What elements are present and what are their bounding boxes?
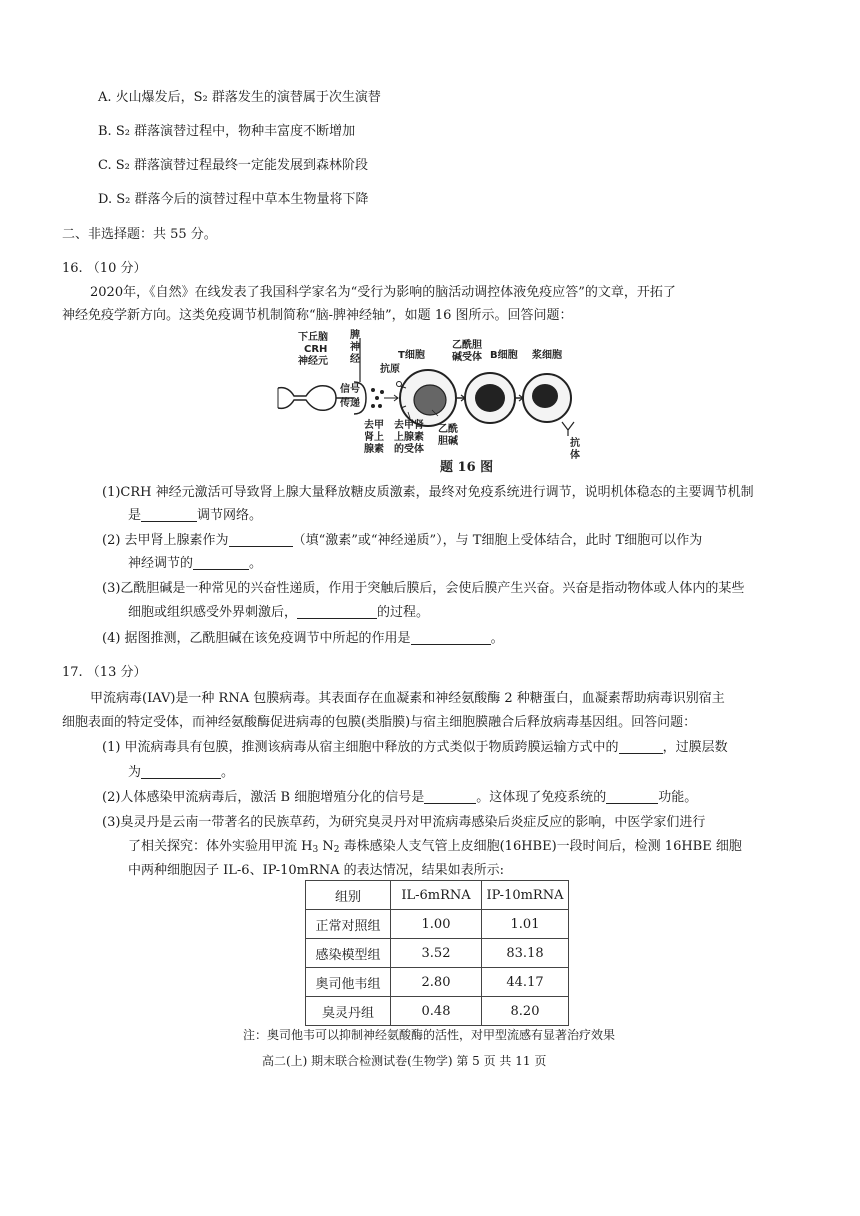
q17-s2: (2)人体感染甲流病毒后，激活 B 细胞增殖分化的信号是 。这体现了免疫系统的 功能。 [102, 790, 698, 805]
figure-label-antibody-1: 抗 [570, 438, 580, 449]
table-cell: 臭灵丹组 [306, 997, 391, 1026]
q17-s1-a: (1) 甲流病毒具有包膜，推测该病毒从宿主细胞中释放的方式类似于物质跨膜运输方式中的 ，过膜层数 [102, 740, 728, 755]
q16-intro-1: 2020年，《自然》在线发表了我国科学家名为“受行为影响的脑活动调控体液免疫应答”的文章，开拓了 [90, 285, 676, 300]
q17-s3-b: 了相关探究：体外实验用甲流 $H_3$ $N_2$ 毒株感染人支气管上皮细胞(16HBE)一段时间后，检测 16HBE 细胞 [128, 839, 742, 855]
answer-blank[interactable] [411, 630, 491, 645]
q17-intro-1: 甲流病毒(IAV)是一种 RNA 包膜病毒。其表面存在血凝素和神经氨酸酶 2 种糖蛋白，血凝素帮助病毒识别宿主 [90, 691, 725, 706]
table-cell: 感染模型组 [306, 939, 391, 968]
table-cell: 1.01 [482, 910, 569, 939]
q16-s4: (4) 据图推测，乙酰胆碱在该免疫调节中所起的作用是 。 [102, 631, 504, 646]
figure-label-ne-3: 腺素 [364, 444, 384, 455]
table-cell: 0.48 [391, 997, 482, 1026]
figure-label-signal-2: 传递 [340, 398, 360, 409]
option-b: B. S₂ 群落演替过程中，物种丰富度不断增加 [98, 124, 356, 139]
option-d: D. S₂ 群落今后的演替过程中草本生物量将下降 [98, 192, 369, 207]
q16-s1-a: (1)CRH 神经元激活可导致肾上腺大量释放糖皮质激素，最终对免疫系统进行调节，说明机体稳态的主要调节机制 [102, 485, 754, 500]
q16-s3-a: (3)乙酰胆碱是一种常见的兴奋性递质，作用于突触后膜后，会使后膜产生兴奋。兴奋是指动物体或人体内的某些 [102, 581, 745, 596]
q16-s2-b: 神经调节的 。 [128, 556, 263, 571]
table-cell: 奥司他韦组 [306, 968, 391, 997]
figure-label-plasma-cell: 浆细胞 [532, 350, 562, 361]
figure-label-signal-1: 信号 [340, 384, 360, 395]
figure-label-ach-2: 胆碱 [438, 436, 458, 447]
figure-label-ach-receptor-1: 乙酰胆 [452, 340, 482, 351]
figure-label-ne-receptor-3: 的受体 [394, 444, 424, 455]
table-row [306, 910, 569, 939]
table-header-cell: 组别 [306, 881, 391, 910]
q17-s3-c: 中两种细胞因子 IL-6、IP-10mRNA 的表达情况，结果如表所示: [128, 863, 505, 878]
figure-label-antibody-2: 体 [570, 450, 580, 461]
figure-label-hypothalamus-1: 下丘脑 [298, 332, 328, 343]
answer-blank[interactable] [297, 604, 377, 619]
table-row [306, 939, 569, 968]
table-cell: 2.80 [391, 968, 482, 997]
q16-intro-2: 神经免疫学新方向。这类免疫调节机制简称“脑-脾神经轴”，如题 16 图所示。回答问题： [62, 308, 573, 323]
table-cell: 83.18 [482, 939, 569, 968]
figure-label-b-cell: B细胞 [490, 350, 518, 361]
figure-label-antigen: 抗原 [380, 364, 400, 375]
table-row [306, 968, 569, 997]
figure-label-hypothalamus-3: 神经元 [298, 356, 328, 367]
figure-label-spleen-nerve-1: 脾 [350, 330, 360, 341]
answer-blank[interactable] [229, 532, 293, 547]
q16-number: 16. （10 分） [62, 261, 147, 276]
option-c: C. S₂ 群落演替过程最终一定能发展到森林阶段 [98, 158, 368, 173]
table-header-row [306, 881, 569, 910]
table-cell: 1.00 [391, 910, 482, 939]
answer-blank[interactable] [424, 789, 476, 804]
brain-spleen-axis-figure [270, 326, 602, 474]
figure-label-spleen-nerve-3: 经 [350, 354, 360, 365]
page-footer: 高二(上) 期末联合检测试卷(生物学) 第 5 页 共 11 页 [262, 1054, 547, 1068]
q16-s1-b: 是 调节网络。 [128, 508, 263, 523]
figure-label-ne-receptor-2: 上腺素 [394, 432, 424, 443]
table-header-cell: IL-6mRNA [391, 881, 482, 910]
q17-intro-2: 细胞表面的特定受体，而神经氨酸酶促进病毒的包膜(类脂膜)与宿主细胞膜融合后释放病毒基因组。回答问题： [62, 715, 697, 730]
q16-s2-a: (2) 去甲肾上腺素作为 （填“激素”或“神经递质”），与 T细胞上受体结合，此时 T细胞可以作为 [102, 533, 703, 548]
figure-label-ach-receptor-2: 碱受体 [452, 352, 482, 363]
answer-blank[interactable] [193, 555, 249, 570]
answer-blank[interactable] [619, 739, 663, 754]
option-a: A. 火山爆发后，S₂ 群落发生的演替属于次生演替 [98, 90, 381, 105]
answer-blank[interactable] [606, 789, 658, 804]
table-cell: 正常对照组 [306, 910, 391, 939]
figure-label-ne-1: 去甲 [364, 420, 384, 431]
table-note: 注：奥司他韦可以抑制神经氨酸酶的活性，对甲型流感有显著治疗效果 [243, 1028, 616, 1042]
table-row [306, 997, 569, 1026]
figure-label-ne-2: 肾上 [364, 432, 384, 443]
table-header-cell: IP-10mRNA [482, 881, 569, 910]
figure-label-ach-1: 乙酰 [438, 424, 458, 435]
q17-s3-a: (3)臭灵丹是云南一带著名的民族草药，为研究臭灵丹对甲流病毒感染后炎症反应的影响，中医学家们进行 [102, 815, 706, 830]
q17-number: 17. （13 分） [62, 665, 147, 680]
figure-label-spleen-nerve-2: 神 [350, 342, 360, 353]
figure-caption: 题 16 图 [440, 460, 494, 474]
table-cell: 8.20 [482, 997, 569, 1026]
table-cell: 44.17 [482, 968, 569, 997]
figure-label-ne-receptor-1: 去甲肾 [394, 420, 424, 431]
section-title: 二、非选择题：共 55 分。 [62, 227, 217, 242]
answer-blank[interactable] [141, 764, 221, 779]
q16-s3-b: 细胞或组织感受外界刺激后， 的过程。 [128, 605, 430, 620]
figure-label-hypothalamus-2: CRH [304, 344, 328, 355]
figure-label-t-cell: T细胞 [398, 350, 425, 361]
table-cell: 3.52 [391, 939, 482, 968]
answer-blank[interactable] [141, 507, 197, 522]
results-table [305, 880, 569, 1026]
q17-s1-b: 为 。 [128, 765, 235, 780]
